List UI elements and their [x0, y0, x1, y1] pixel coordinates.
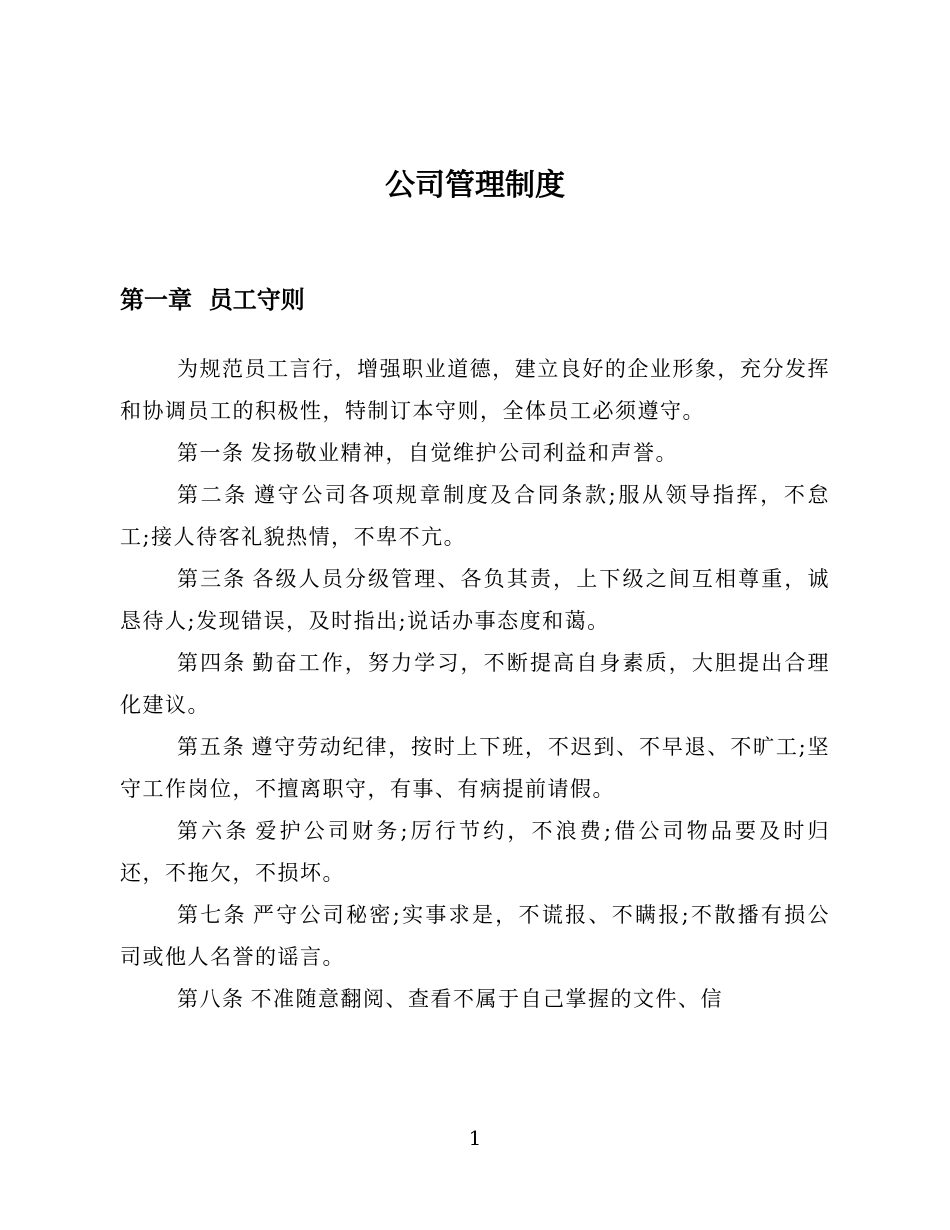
article-text: 遵守劳动纪律，按时上下班，不迟到、不早退、不旷工;坚守工作岗位，不擅离职守，有事、有病提前请假。	[120, 735, 830, 801]
article-paragraph	[120, 558, 830, 642]
article-text: 各级人员分级管理、各负其责，上下级之间互相尊重，诚恳待人;发现错误，及时指出;说话办事态度和蔼。	[120, 567, 830, 633]
article-text: 不准随意翻阅、查看不属于自己掌握的文件、信	[250, 987, 723, 1011]
article-paragraph	[120, 642, 830, 726]
article-text: 勤奋工作，努力学习，不断提高自身素质，大胆提出合理化建议。	[120, 651, 830, 717]
article-text: 爱护公司财务;厉行节约，不浪费;借公司物品要及时归还，不拖欠，不损坏。	[120, 819, 830, 885]
article-paragraph	[120, 432, 830, 474]
document-title: 公司管理制度	[385, 168, 565, 203]
chapter-heading: 第一章 员工守则	[120, 286, 305, 314]
page-number: 1	[468, 1126, 482, 1150]
article-number: 第五条	[177, 735, 246, 759]
article-paragraph	[120, 474, 830, 558]
intro-paragraph: 为规范员工言行，增强职业道德，建立良好的企业形象，充分发挥和协调员工的积极性，特制订本守则，全体员工必须遵守。	[120, 357, 830, 423]
article-number: 第二条	[177, 483, 248, 507]
article-number: 第四条	[177, 651, 247, 675]
article-paragraph	[120, 810, 830, 894]
article-text: 遵守公司各项规章制度及合同条款;服从领导指挥，不怠工;接人待客礼貌热情，不卑不亢。	[120, 483, 830, 549]
article-number: 第一条	[177, 441, 245, 465]
article-number: 第三条	[177, 567, 247, 591]
article-text: 发扬敬业精神，自觉维护公司利益和声誉。	[250, 441, 678, 465]
article-text: 严守公司秘密;实事求是，不谎报、不瞒报;不散播有损公司或他人名誉的谣言。	[120, 903, 831, 969]
article-number: 第七条	[177, 903, 247, 927]
article-number: 第六条	[177, 819, 250, 843]
article-number: 第八条	[177, 987, 245, 1011]
document-body	[120, 348, 830, 1020]
article-paragraph	[120, 978, 830, 1020]
article-paragraph	[120, 894, 830, 978]
article-paragraph	[120, 726, 830, 810]
